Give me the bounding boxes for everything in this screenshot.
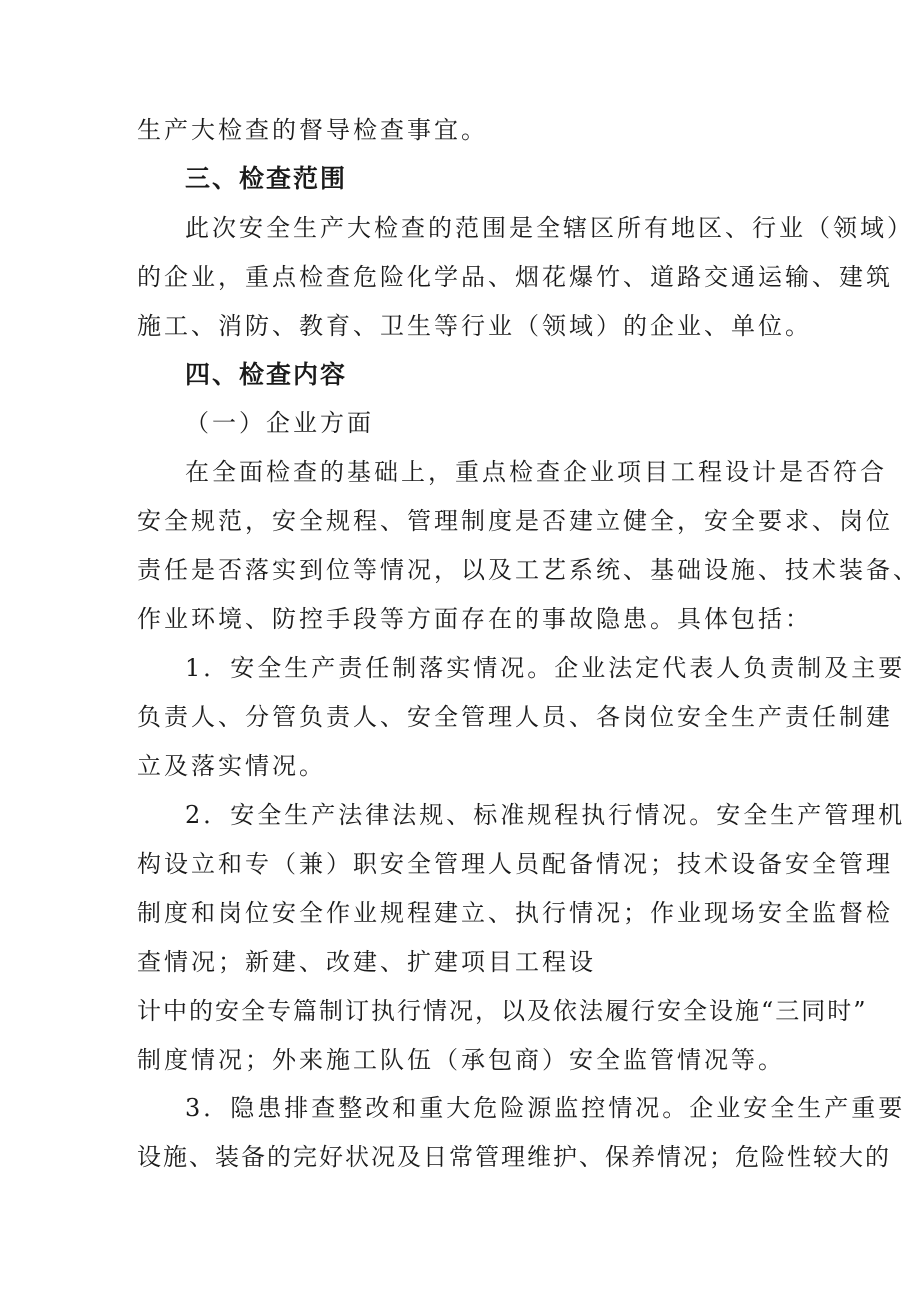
- paragraph-line: 安全规范，安全规程、管理制度是否建立健全，安全要求、岗位: [137, 507, 893, 535]
- paragraph-line: 立及落实情况。: [137, 752, 326, 780]
- paragraph-line: 生产大检查的督导检查事宜。: [137, 116, 488, 144]
- paragraph-line: 负责人、分管负责人、安全管理人员、各岗位安全生产责任制建: [137, 703, 893, 731]
- section-heading-scope: 三、检查范围: [185, 164, 348, 193]
- paragraph-line: 责任是否落实到位等情况，以及工艺系统、基础设施、技术装备、: [137, 556, 920, 584]
- paragraph-line: 构设立和专（兼）职安全管理人员配备情况；技术设备安全管理: [137, 850, 893, 878]
- paragraph-line: 作业环境、防控手段等方面存在的事故隐患。具体包括：: [137, 605, 812, 633]
- paragraph-line: 在全面检查的基础上，重点检查企业项目工程设计是否符合: [185, 458, 887, 486]
- list-item-3-line: 3．隐患排查整改和重大危险源监控情况。企业安全生产重要: [185, 1094, 906, 1122]
- subsection-heading-enterprise: （一）企业方面: [185, 409, 374, 437]
- paragraph-line: 制度情况；外来施工队伍（承包商）安全监管情况等。: [137, 1046, 785, 1074]
- list-item-1-line: 1．安全生产责任制落实情况。企业法定代表人负责制及主要: [185, 654, 906, 682]
- paragraph-line: 设施、装备的完好状况及日常管理维护、保养情况；危险性较大的: [137, 1143, 891, 1171]
- paragraph-line: 此次安全生产大检查的范围是全辖区所有地区、行业（领域）: [185, 214, 914, 242]
- paragraph-line: 查情况；新建、改建、扩建项目工程设: [137, 948, 596, 976]
- paragraph-line: 计中的安全专篇制订执行情况，以及依法履行安全设施“三同时”: [137, 997, 868, 1025]
- paragraph-line: 制度和岗位安全作业规程建立、执行情况；作业现场安全监督检: [137, 899, 893, 927]
- paragraph-line: 的企业，重点检查危险化学品、烟花爆竹、道路交通运输、建筑: [137, 263, 893, 291]
- list-item-2-line: 2．安全生产法律法规、标准规程执行情况。安全生产管理机: [185, 801, 906, 829]
- section-heading-content: 四、检查内容: [185, 360, 348, 389]
- paragraph-line: 施工、消防、教育、卫生等行业（领域）的企业、单位。: [137, 312, 812, 340]
